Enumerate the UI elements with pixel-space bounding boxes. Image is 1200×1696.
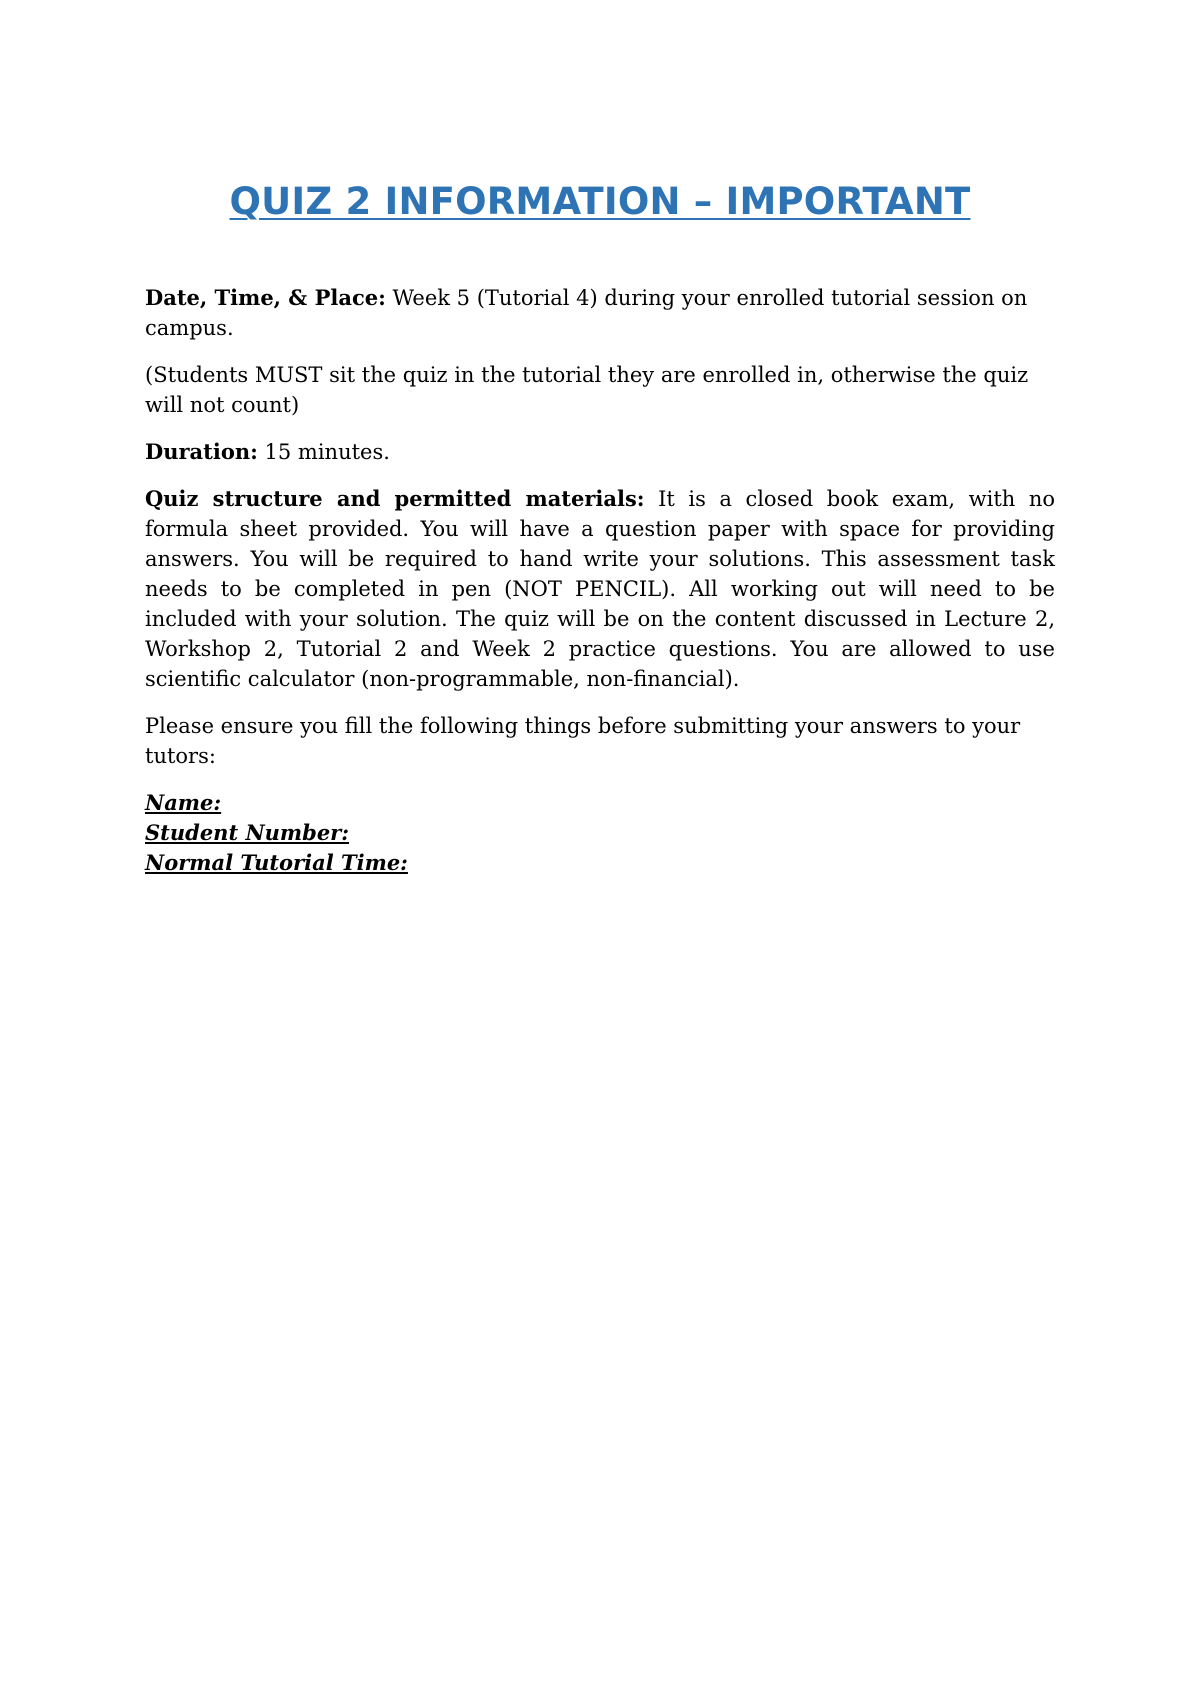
structure-label: Quiz structure and permitted materials: (145, 486, 645, 511)
submission-fields (145, 788, 1055, 878)
document-body (145, 283, 1055, 878)
attendance-note: (Students MUST sit the quiz in the tutorial they are enrolled in, otherwise the quiz will not count) (145, 363, 1029, 417)
tutorial-time-field-label: Normal Tutorial Time: (145, 850, 408, 875)
date-time-place-text: Week 5 (Tutorial 4) during your enrolled tutorial session on campus. (145, 286, 1028, 340)
instruction-paragraph: Please ensure you fill the following things before submitting your answers to your tutors: (145, 714, 1021, 768)
duration-text: 15 minutes. (257, 440, 390, 464)
duration-paragraph (145, 437, 1055, 467)
structure-paragraph (145, 484, 1055, 694)
date-time-place-paragraph (145, 283, 1055, 343)
page-title: QUIZ 2 INFORMATION – IMPORTANT (229, 180, 971, 223)
duration-label: Duration: (145, 439, 258, 464)
date-time-place-label: Date, Time, & Place: (145, 285, 386, 310)
student-number-field-label: Student Number: (145, 820, 350, 845)
structure-text: It is a closed book exam, with no formula sheet provided. You will have a question paper with space for providing answers. You will be required to hand write your solutions. This assessment task needs to be completed in pen (NOT PENCIL). All working out will need to be included with your solution. The quiz will be on the content discussed in Lecture 2, Workshop 2, Tutorial 2 and Week 2 practice questions. You are allowed to use scientific calculator (non-programmable, non-financial). (145, 487, 1055, 691)
name-field-label: Name: (145, 790, 222, 815)
